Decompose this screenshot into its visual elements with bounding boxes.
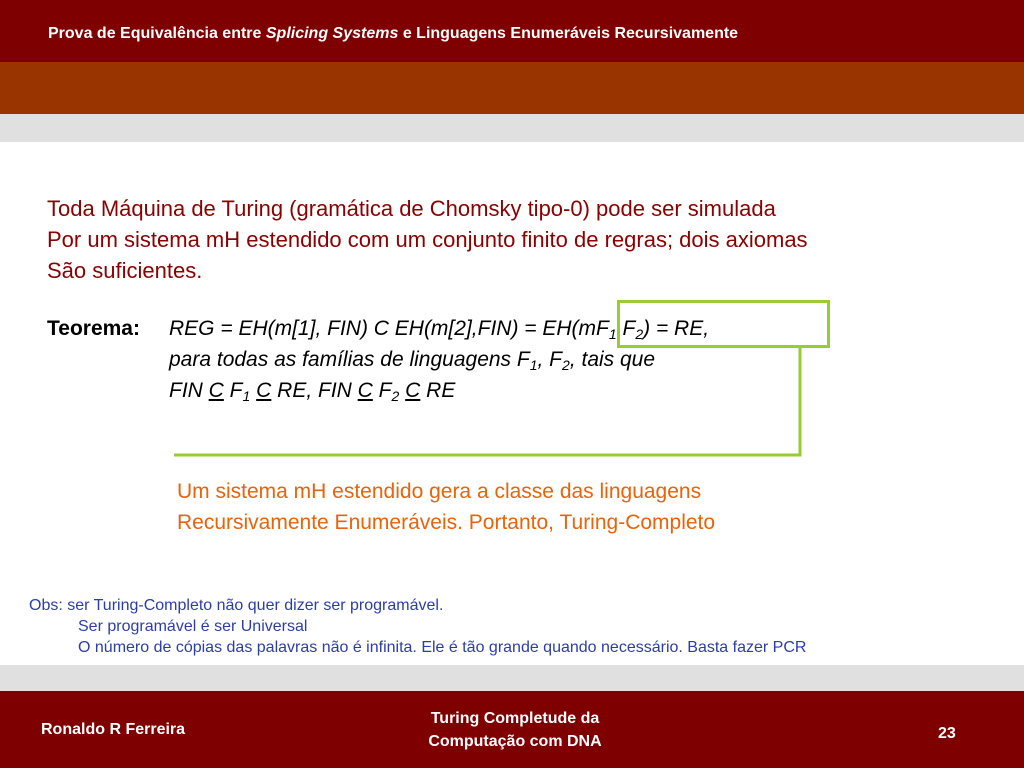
subscript: 1 bbox=[529, 357, 538, 373]
gray-band-bottom bbox=[0, 665, 1024, 691]
theorem-text: REG = EH(m[1], FIN) C EH(m[2],FIN) = EH(mF bbox=[169, 317, 609, 340]
theorem-text: F bbox=[223, 379, 243, 402]
subscript: 2 bbox=[562, 357, 570, 373]
subscript: 2 bbox=[635, 326, 644, 342]
observation-note bbox=[29, 595, 806, 658]
theorem-text: ) = RE, bbox=[643, 317, 710, 340]
conclusion-line-2: Recursivamente Enumeráveis. Portanto, Turing-Completo bbox=[177, 511, 716, 534]
subscript: 1 bbox=[242, 388, 251, 404]
title-part1: Prova de Equivalência entre bbox=[48, 25, 266, 42]
theorem-text: , tais que bbox=[569, 348, 656, 371]
theorem-text: para todas as famílias de linguagens F bbox=[169, 348, 530, 371]
highlight-box bbox=[617, 300, 830, 348]
footer-author: Ronaldo R Ferreira bbox=[41, 721, 186, 738]
obs-line-1: Obs: ser Turing-Completo não quer dizer ser programável. bbox=[29, 597, 444, 614]
theorem-text: RE bbox=[420, 379, 456, 402]
title-italic: Splicing Systems bbox=[265, 25, 399, 42]
theorem-text: ,F bbox=[616, 317, 636, 340]
subset-symbol: C bbox=[357, 379, 373, 402]
theorem-label: Teorema: bbox=[47, 317, 140, 340]
obs-line-2: Ser programável é ser Universal bbox=[78, 618, 308, 635]
obs-line-3: O número de cópias das palavras não é infinita. Ele é tão grande quando necessário. Basta fazer PCR bbox=[78, 639, 807, 656]
conclusion-line-1: Um sistema mH estendido gera a classe das linguagens bbox=[177, 480, 702, 503]
subset-symbol: C bbox=[208, 379, 224, 402]
subscript: 2 bbox=[391, 388, 400, 404]
intro-line-1: Toda Máquina de Turing (gramática de Chomsky tipo-0) pode ser simulada bbox=[47, 196, 776, 221]
subset-symbol: C bbox=[405, 379, 421, 402]
slide-title bbox=[48, 25, 738, 43]
orange-band bbox=[0, 62, 1024, 114]
title-part2: e Linguagens Enumeráveis Recursivamente bbox=[398, 25, 739, 42]
theorem-text: FIN bbox=[169, 379, 209, 402]
conclusion-paragraph bbox=[177, 476, 715, 538]
page-number: 23 bbox=[938, 725, 956, 742]
intro-paragraph bbox=[47, 193, 808, 286]
connector-line bbox=[174, 348, 804, 458]
footer-title-line-2: Computação com DNA bbox=[428, 733, 602, 750]
gray-band-top bbox=[0, 114, 1024, 142]
intro-line-2: Por um sistema mH estendido com um conjunto finito de regras; dois axiomas bbox=[47, 227, 808, 252]
subset-symbol: C bbox=[256, 379, 272, 402]
footer-title-line-1: Turing Completude da bbox=[430, 710, 600, 727]
theorem-text: RE, FIN bbox=[271, 379, 358, 402]
subscript: 1 bbox=[608, 326, 617, 342]
theorem-text: , F bbox=[537, 348, 563, 371]
intro-line-3: São suficientes. bbox=[47, 258, 203, 283]
theorem-text: F bbox=[372, 379, 392, 402]
footer-title bbox=[355, 707, 675, 753]
